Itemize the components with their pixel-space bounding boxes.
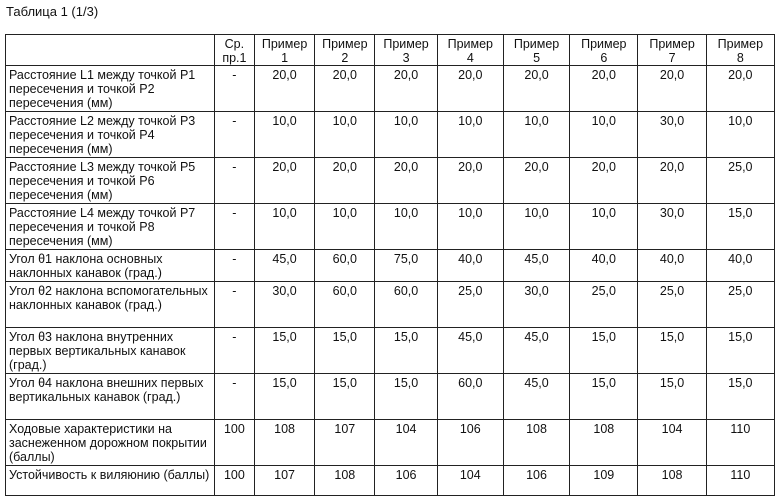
cell-value: 10,0 [503, 112, 569, 158]
cell-value: 30,0 [638, 204, 706, 250]
cell-value: 106 [375, 466, 437, 496]
cell-value: 15,0 [315, 374, 375, 420]
cell-value: 108 [638, 466, 706, 496]
row-label: Расстояние L4 между точкой P7 пересечения и точкой P8 пересечения (мм) [6, 204, 215, 250]
cell-value: 60,0 [437, 374, 503, 420]
cell-value: - [214, 250, 254, 282]
cell-value: 10,0 [375, 112, 437, 158]
cell-value: 30,0 [254, 282, 314, 328]
cell-value: - [214, 66, 254, 112]
cell-value: 10,0 [570, 112, 638, 158]
cell-value: 45,0 [503, 374, 569, 420]
table-row [6, 466, 775, 496]
cell-value: 108 [254, 420, 314, 466]
column-header: Пример 1 [254, 35, 314, 66]
cell-value: 15,0 [570, 374, 638, 420]
cell-value: 10,0 [437, 204, 503, 250]
cell-value: - [214, 112, 254, 158]
cell-value: 20,0 [437, 158, 503, 204]
cell-value: 10,0 [254, 204, 314, 250]
column-header: Пример 7 [638, 35, 706, 66]
column-header: Ср. пр.1 [214, 35, 254, 66]
cell-value: 110 [706, 466, 774, 496]
cell-value: 109 [570, 466, 638, 496]
table-row [6, 420, 775, 466]
column-header: Пример 6 [570, 35, 638, 66]
cell-value: 107 [315, 420, 375, 466]
cell-value: - [214, 204, 254, 250]
table-row [6, 328, 775, 374]
cell-value: 10,0 [570, 204, 638, 250]
cell-value: 106 [437, 420, 503, 466]
row-label: Расстояние L3 между точкой P5 пересечения и точкой P6 пересечения (мм) [6, 158, 215, 204]
cell-value: 106 [503, 466, 569, 496]
cell-value: 10,0 [503, 204, 569, 250]
cell-value: 15,0 [375, 374, 437, 420]
cell-value: 20,0 [638, 66, 706, 112]
table-row [6, 282, 775, 328]
table-row [6, 112, 775, 158]
row-label: Устойчивость к виляюнию (баллы) [6, 466, 215, 496]
cell-value: 25,0 [706, 282, 774, 328]
table-row [6, 374, 775, 420]
cell-value: 10,0 [375, 204, 437, 250]
cell-value: 20,0 [254, 158, 314, 204]
cell-value: 45,0 [503, 328, 569, 374]
row-label: Угол θ1 наклона основных наклонных канавок (град.) [6, 250, 215, 282]
cell-value: - [214, 374, 254, 420]
cell-value: 20,0 [503, 66, 569, 112]
cell-value: 104 [437, 466, 503, 496]
cell-value: 25,0 [437, 282, 503, 328]
table-row [6, 66, 775, 112]
cell-value: 20,0 [437, 66, 503, 112]
column-header: Пример 3 [375, 35, 437, 66]
cell-value: 15,0 [638, 374, 706, 420]
cell-value: 45,0 [503, 250, 569, 282]
row-label: Угол θ2 наклона вспомогательных наклонных канавок (град.) [6, 282, 215, 328]
cell-value: 25,0 [706, 158, 774, 204]
cell-value: 40,0 [570, 250, 638, 282]
row-label: Расстояние L1 между точкой P1 пересечения и точкой P2 пересечения (мм) [6, 66, 215, 112]
cell-value: 104 [638, 420, 706, 466]
cell-value: 10,0 [254, 112, 314, 158]
cell-value: - [214, 282, 254, 328]
cell-value: 108 [570, 420, 638, 466]
cell-value: 20,0 [570, 66, 638, 112]
cell-value: 20,0 [375, 66, 437, 112]
row-label: Ходовые характеристики на заснеженном дорожном покрытии (баллы) [6, 420, 215, 466]
cell-value: - [214, 328, 254, 374]
cell-value: 30,0 [638, 112, 706, 158]
cell-value: 108 [503, 420, 569, 466]
cell-value: 20,0 [706, 66, 774, 112]
cell-value: 10,0 [706, 112, 774, 158]
cell-value: 45,0 [437, 328, 503, 374]
cell-value: 25,0 [570, 282, 638, 328]
column-header: Пример 8 [706, 35, 774, 66]
cell-value: 20,0 [315, 66, 375, 112]
row-label: Угол θ3 наклона внутренних первых вертикальных канавок (град.) [6, 328, 215, 374]
row-label: Расстояние L2 между точкой P3 пересечения и точкой P4 пересечения (мм) [6, 112, 215, 158]
cell-value: 110 [706, 420, 774, 466]
table-row [6, 204, 775, 250]
cell-value: 15,0 [706, 328, 774, 374]
cell-value: 60,0 [375, 282, 437, 328]
data-table [5, 34, 775, 496]
cell-value: 15,0 [706, 374, 774, 420]
cell-value: 10,0 [315, 112, 375, 158]
cell-value: 45,0 [254, 250, 314, 282]
cell-value: 20,0 [375, 158, 437, 204]
header-corner [6, 35, 215, 66]
cell-value: 40,0 [437, 250, 503, 282]
cell-value: 108 [315, 466, 375, 496]
column-header: Пример 2 [315, 35, 375, 66]
cell-value: 15,0 [315, 328, 375, 374]
cell-value: 20,0 [503, 158, 569, 204]
cell-value: 15,0 [375, 328, 437, 374]
cell-value: 15,0 [638, 328, 706, 374]
cell-value: 10,0 [315, 204, 375, 250]
cell-value: 30,0 [503, 282, 569, 328]
cell-value: 15,0 [570, 328, 638, 374]
cell-value: 15,0 [706, 204, 774, 250]
cell-value: 20,0 [638, 158, 706, 204]
table-caption: Таблица 1 (1/3) [6, 4, 99, 19]
cell-value: 60,0 [315, 282, 375, 328]
cell-value: 107 [254, 466, 314, 496]
cell-value: 20,0 [570, 158, 638, 204]
cell-value: 15,0 [254, 328, 314, 374]
column-header: Пример 4 [437, 35, 503, 66]
cell-value: 104 [375, 420, 437, 466]
cell-value: 40,0 [638, 250, 706, 282]
column-header: Пример 5 [503, 35, 569, 66]
cell-value: 10,0 [437, 112, 503, 158]
cell-value: 100 [214, 466, 254, 496]
cell-value: 40,0 [706, 250, 774, 282]
cell-value: 20,0 [254, 66, 314, 112]
cell-value: 25,0 [638, 282, 706, 328]
table-row [6, 250, 775, 282]
cell-value: - [214, 158, 254, 204]
cell-value: 60,0 [315, 250, 375, 282]
cell-value: 75,0 [375, 250, 437, 282]
header-row [6, 35, 775, 66]
cell-value: 15,0 [254, 374, 314, 420]
table-row [6, 158, 775, 204]
cell-value: 100 [214, 420, 254, 466]
row-label: Угол θ4 наклона внешних первых вертикальных канавок (град.) [6, 374, 215, 420]
cell-value: 20,0 [315, 158, 375, 204]
